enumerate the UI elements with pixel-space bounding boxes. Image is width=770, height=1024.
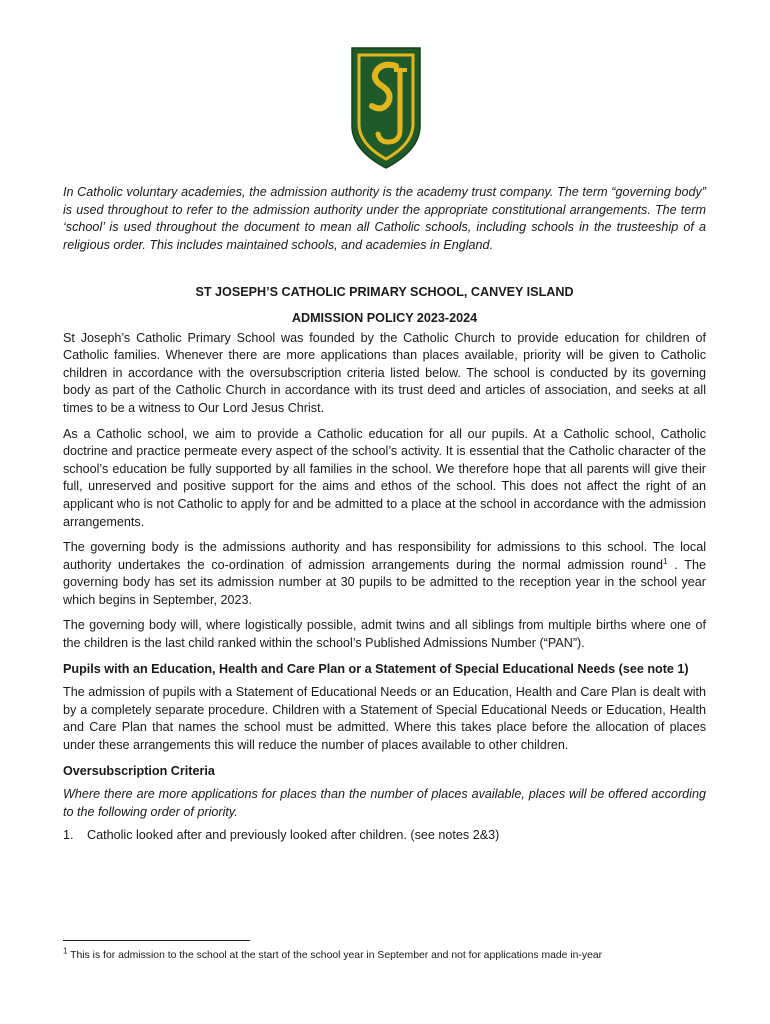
school-crest-logo [350,46,422,170]
oversubscription-intro: Where there are more applications for places than the number of places available, places will be offered according to the following order of priority. [63,787,706,819]
footnote-divider [63,940,250,941]
intro-note: In Catholic voluntary academies, the admission authority is the academy trust company. The term “governing body” is used throughout to refer to the admission authority under the appropriate constitutional arrangements. The term ‘school’ is used throughout the document to mean all Catholic schools, including schools in the trusteeship of a religious order. This includes maintained schools, and academies in England. [63,185,706,252]
paragraph-admissions-authority [63,539,706,609]
list-item-number: 1. [63,828,74,843]
paragraph-text: The governing body is the admissions authority and has responsibility for admissions to this school. The local authority undertakes the co-ordination of admission arrangements during the normal admission round [63,540,706,572]
footnote-reference[interactable]: 1 [663,556,668,566]
paragraph-founding: St Joseph’s Catholic Primary School was founded by the Catholic Church to provide education for children of Catholic families. Whenever there are more applications than places available, priority will be given to Catholic children in accordance with the oversubscription criteria listed below. The school is conducted by its governing body as part of the Catholic Church in accordance with its trust deed and articles of association, and seeks at all times to be a witness to Our Lord Jesus Christ. [63,330,706,415]
footnote [63,946,603,963]
document-subtitle: ADMISSION POLICY 2023-2024 [291,310,478,325]
document-title: ST JOSEPH’S CATHOLIC PRIMARY SCHOOL, CANVEY ISLAND [195,285,574,300]
oversubscription-heading: Oversubscription Criteria [63,763,215,778]
policy-content [63,184,706,845]
footnote-text: This is for admission to the school at the start of the school year in September and not for applications made in-year [67,950,603,961]
sen-heading: Pupils with an Education, Health and Care Plan or a Statement of Special Educational Needs (see note 1) [63,661,689,676]
paragraph-text: . The governing body has set its admission number at 30 pupils to be admitted to the reception year in the school year which begins in September, 2023. [63,557,706,607]
paragraph-twins: The governing body will, where logistically possible, admit twins and all siblings from multiple births where one of the children is the last child ranked within the school’s Published Admissions Number (“PAN”). [63,618,706,651]
list-item-text: Catholic looked after and previously looked after children. (see notes 2&3) [87,828,500,843]
footnote-marker: 1 [63,946,68,956]
sen-paragraph: The admission of pupils with a Statement of Educational Needs or an Education, Health and Care Plan is dealt with by a completely separate procedure. Children with a Statement of Special Educational Needs or Education, Health and Care Plan that names the school must be admitted. Where this takes place before the allocation of places under these arrangements this will reduce the number of places available to other children. [63,685,706,753]
paragraph-catholic-education: As a Catholic school, we aim to provide a Catholic education for all our pupils. At a Catholic school, Catholic doctrine and practice permeate every aspect of the school’s activity. It is essential that the Catholic character of the school’s education be fully supported by all families in the school. We therefore hope that all parents will give their full, unreserved and positive support for the aims and ethos of the school. This does not affect the right of an applicant who is not Catholic to apply for and be admitted to a place at the school in accordance with the admission arrangements. [63,426,706,529]
list-item [63,827,706,845]
